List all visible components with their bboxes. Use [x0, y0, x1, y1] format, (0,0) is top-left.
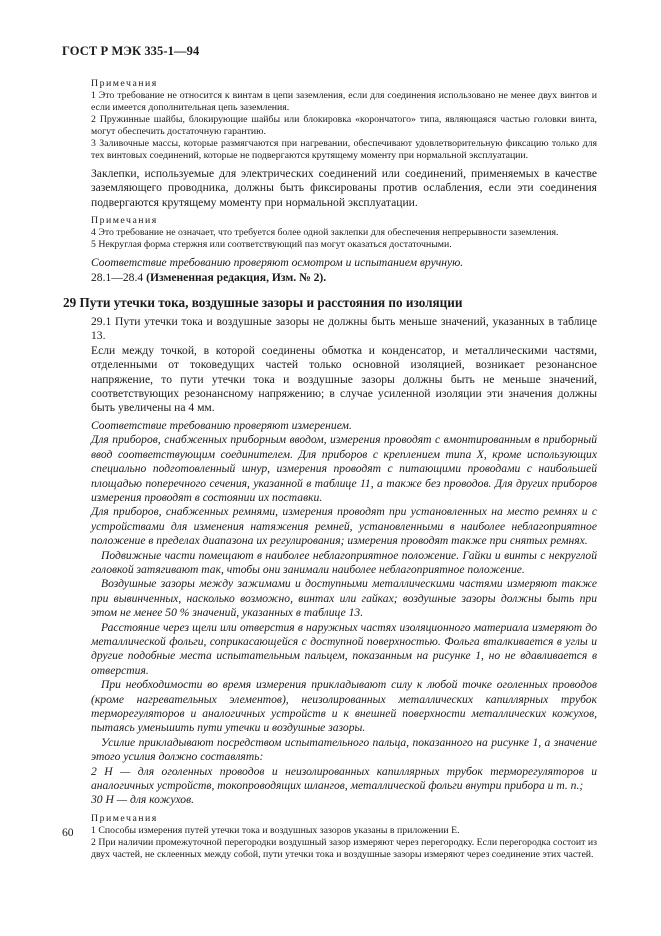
paragraph-29-1: 29.1 Пути утечки тока и воздушные зазоры не должны быть меньше значений, указанных в таблице 13. [91, 315, 597, 343]
paragraph-rivets: Заклепки, используемые для электрических соединений или соединений, применяемых в качестве заземляющего проводника, должны быть фиксированы против ослабления, если эти соединения подвергаются крутящему моменту при нормальной эксплуатации. [91, 167, 597, 209]
paragraph-resonance: Если между точкой, в которой соединены обмотка и конденсатор, и металлическими частями, отделенными от токоведущих частей только основной изоляцией, возникает резонансное напряжение, то пути утечки тока и воздушные зазоры должны быть не меньше значений, соответствующих резонансному напряжению; в случае усиленной изоляции эти значения должны быть увеличены на 4 мм. [91, 343, 597, 415]
note-item: 2 При наличии промежуточной перегородки воздушный зазор измеряют через перегородку. Если перегородка состоит из двух частей, не склеенных между собой, пути утечки тока и воздушные зазоры измеряют через соединение этих частей. [91, 836, 597, 860]
notes-heading: Примечания [91, 812, 158, 824]
italic-paragraph: 30 Н — для кожухов. [91, 793, 195, 807]
note-item: 3 Заливочные массы, которые размягчаются при нагревании, обеспечивают удовлетворительную фиксацию только для тех винтовых соединений, которые не подвергаются крутящему моменту при нормальной эксплуатации. [91, 138, 597, 161]
italic-paragraph: Соответствие требованию проверяют измерением. [91, 418, 352, 432]
note-item: 5 Некруглая форма стержня или соответствующий паз могут оказаться достаточными. [91, 239, 452, 251]
amendment-text: (Измененная редакция, Изм. № 2). [146, 270, 327, 284]
note-item: 4 Это требование не означает, что требуется более одной заклепки для обеспечения непрерывности заземления. [91, 227, 559, 239]
note-item: 2 Пружинные шайбы, блокирующие шайбы или блокировка «корончатого» типа, являющаяся частью головки винта, могут обеспечить достаточную гарантию. [91, 114, 597, 137]
notes-heading: Примечания [91, 215, 158, 227]
italic-paragraph: При необходимости во время измерения прикладывают силу к любой точке оголенных проводов (кроме нагревательных элементов), неизолированных металлических капиллярных трубок терморегуляторов и аналогичных устройств и к внешней поверхности металлических кожухов, пытаясь уменьшить пути утечки и воздушные зазоры. [91, 678, 597, 735]
notes-heading: Примечания [91, 78, 158, 89]
italic-paragraph: Усилие прикладывают посредством испытательного пальца, показанного на рисунке 1, а значение этого усилия должно составлять: [91, 735, 597, 764]
italic-paragraph: Воздушные зазоры между зажимами и доступными металлическими частями измеряют также при вывинченных, насколько возможно, винтах или гайках; воздушные зазоры должны быть при этом не менее 50 % значений, указанных в таблице 13. [91, 577, 597, 620]
document-header: ГОСТ Р МЭК 335-1—94 [62, 44, 200, 58]
page-number: 60 [62, 826, 74, 839]
note-item: 1 Способы измерения путей утечки тока и воздушных зазоров указаны в приложении Е. [91, 824, 460, 836]
italic-paragraph: 2 Н — для оголенных проводов и неизолированных капиллярных трубок терморегуляторов и аналогичных устройств, токопроводящих шлангов, металлической фольги внутри прибора и т. п.; [91, 764, 597, 793]
amendment-line [91, 271, 597, 285]
amendment-ref: 28.1—28.4 [91, 270, 144, 284]
note-item: 1 Это требование не относится к винтам в цепи заземления, если для соединения использовано не менее двух винтов и если имеется дополнительная цепь заземления. [91, 90, 597, 113]
italic-paragraph: Подвижные части помещают в наиболее неблагоприятное положение. Гайки и винты с некруглой головкой затягивают так, чтобы они занимали наиболее неблагоприятное положение. [91, 548, 597, 576]
italic-paragraph: Для приборов, снабженных приборным вводом, измерения проводят с вмонтированным в приборный ввод соответствующим соединителем. Для приборов с креплением типа X, кроме использующих специально подготовленный шнур, измерения проводят с питающими проводами с наибольшей площадью поперечного сечения, указанной в таблице 11, а также без проводов. Для других приборов измерения проводят в состоянии их поставки. [91, 433, 597, 504]
compliance-text: Соответствие требованию проверяют осмотром и испытанием вручную. [91, 256, 464, 270]
italic-paragraph: Расстояние через щели или отверстия в наружных частях изоляционного материала измеряют до металлической фольги, соприкасающейся с доступной поверхностью. Фольга вталкивается в углы и другие подобные места испытательным пальцем, показанным на рисунке 1, но не вдавливается в отверстия. [91, 620, 597, 677]
section-title: 29 Пути утечки тока, воздушные зазоры и расстояния по изоляции [63, 295, 463, 311]
italic-paragraph: Для приборов, снабженных ремнями, измерения проводят при установленных на место ремнях и с устройствами для изменения натяжения ремней, установленными в наиболее неблагоприятное положение в пределах диапазона их регулирования; измерения проводят также при снятых ремнях. [91, 505, 597, 548]
